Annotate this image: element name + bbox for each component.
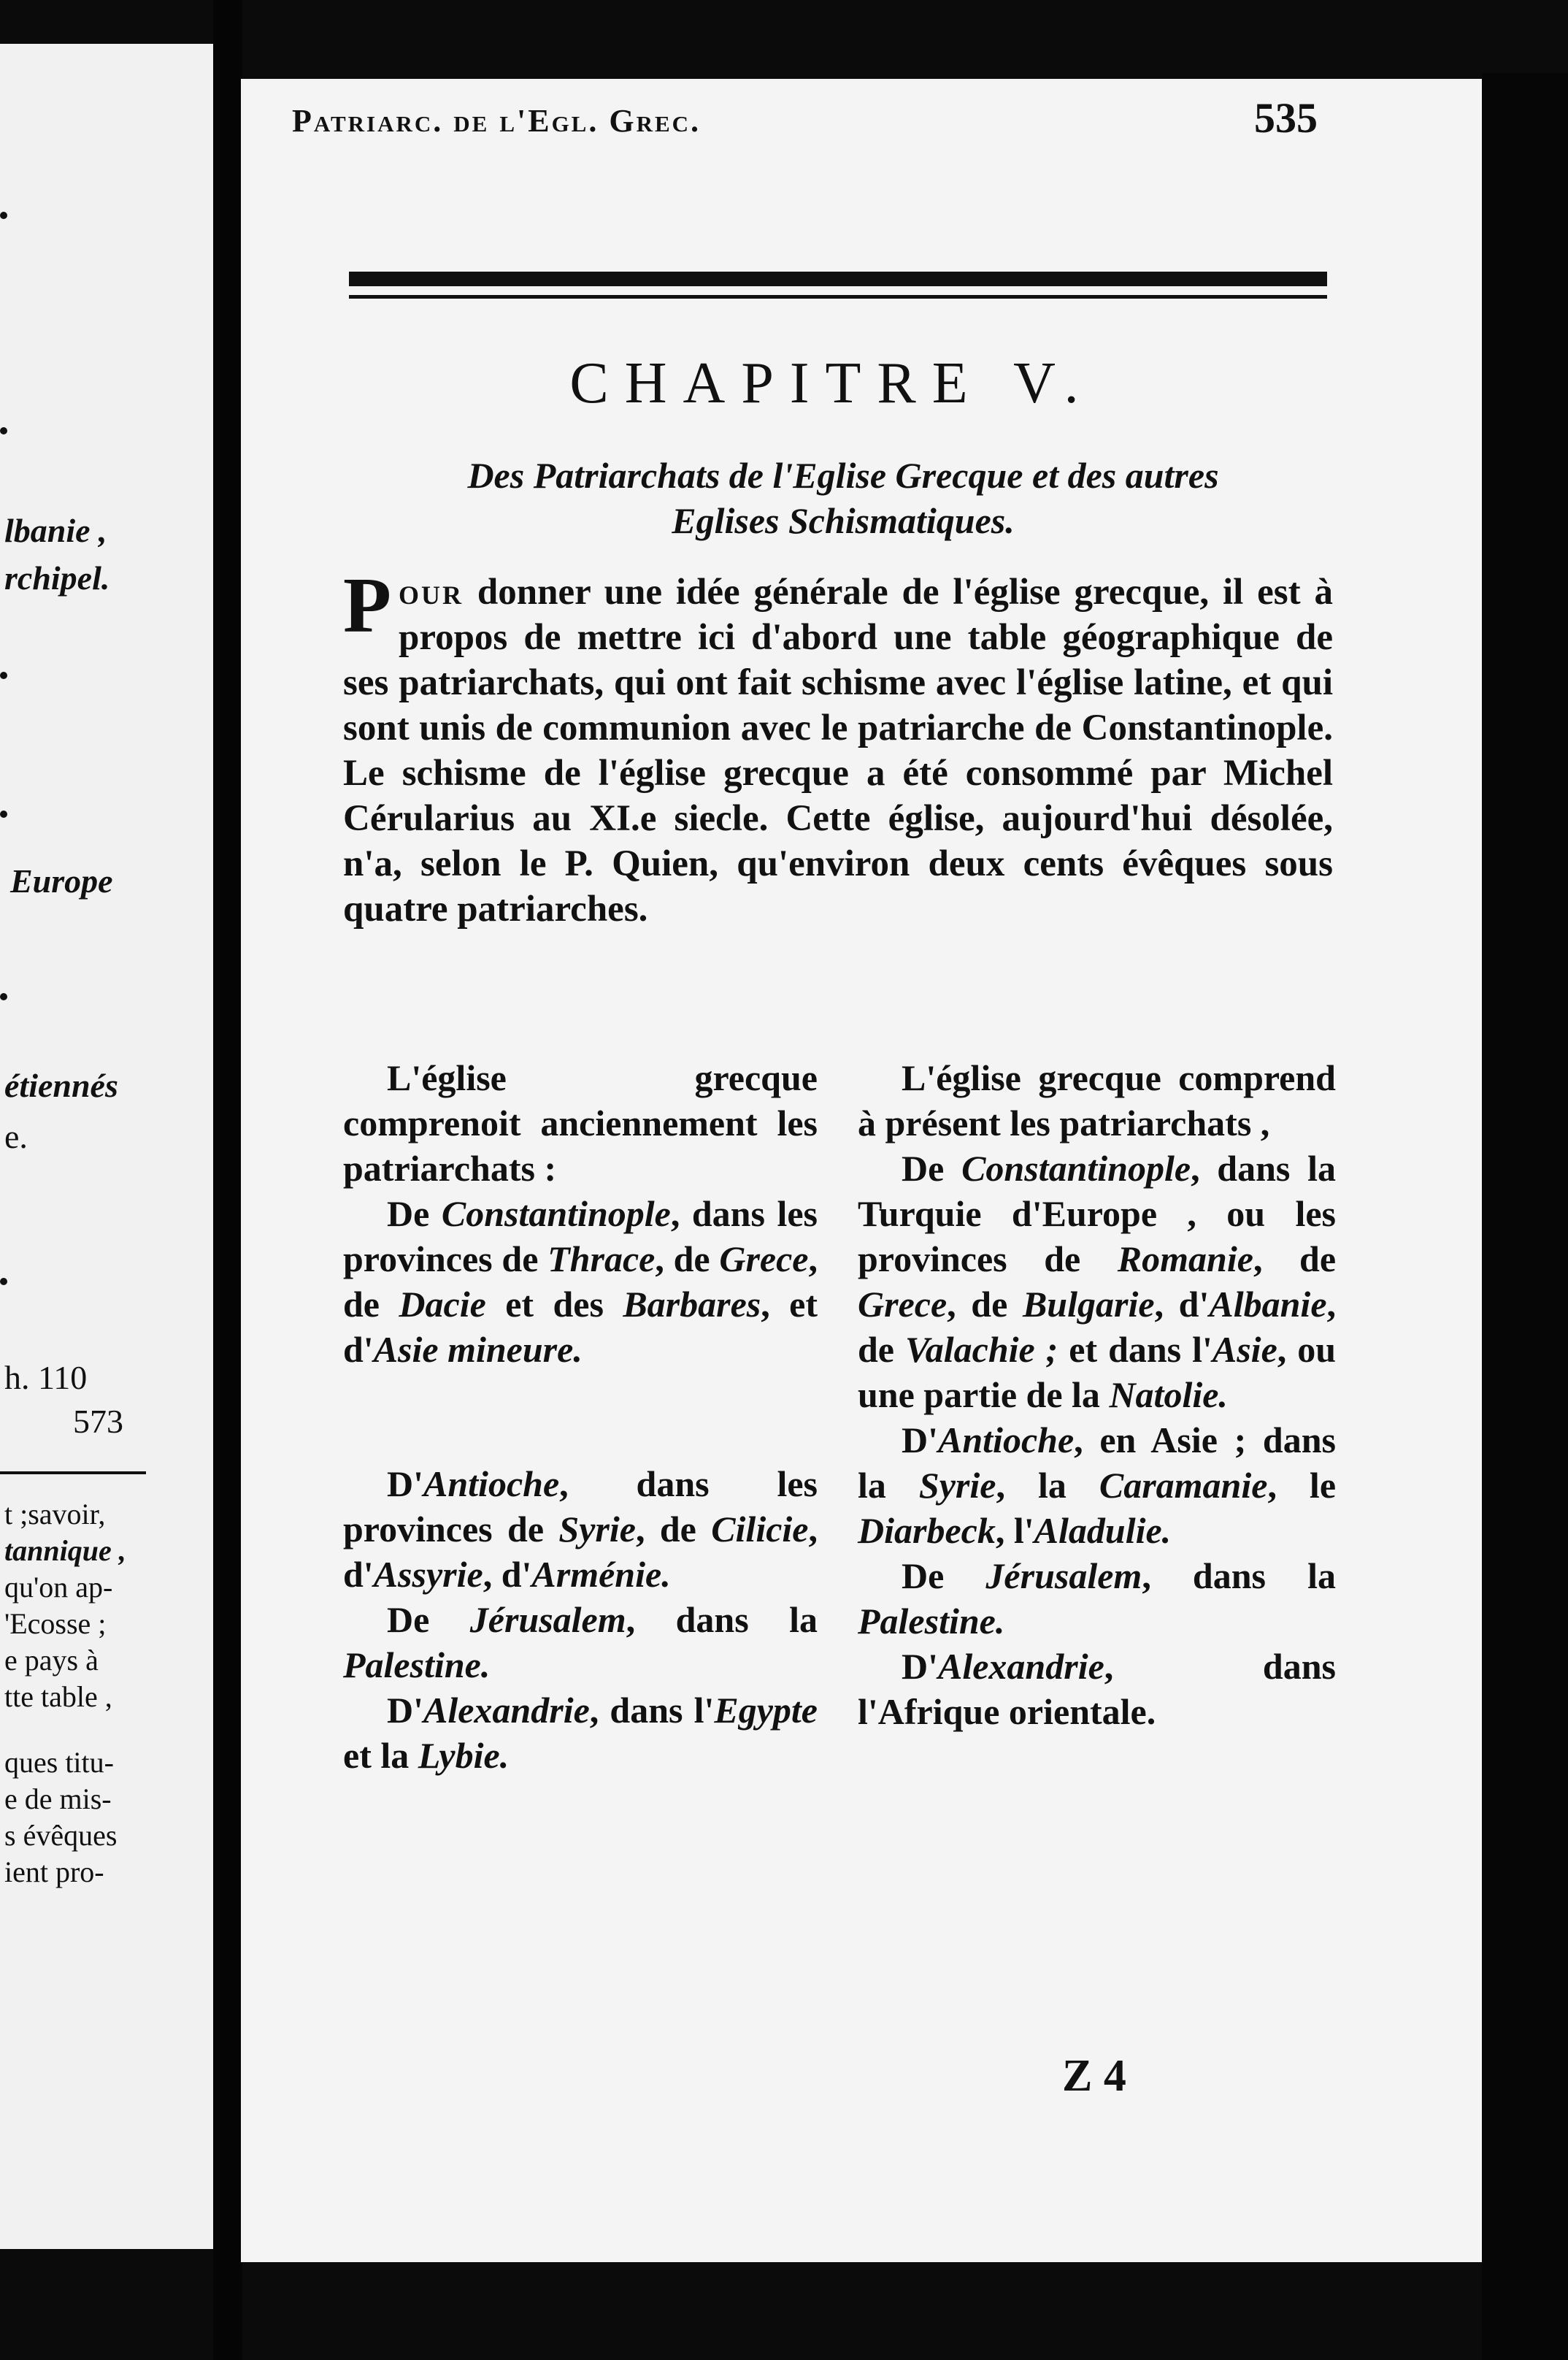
entry-jerusalem: De Jérusalem, dans la Palestine. — [858, 1555, 1337, 1641]
subtitle-line: Des Patriarchats de l'Eglise Grecque et des autres — [467, 455, 1219, 496]
ink-dot — [0, 672, 7, 679]
left-fragment-line: e pays à — [4, 1644, 99, 1677]
ink-dot — [0, 811, 7, 818]
entry-antioche: D'Antioche, dans les provinces de Syrie, de Cilicie, d'Assyrie, d'Arménie. — [343, 1463, 818, 1595]
left-fragment-line: e. — [4, 1118, 28, 1155]
ink-dot — [0, 427, 7, 434]
chapter-title: CHAPITRE V. — [569, 351, 1095, 415]
ink-dot — [0, 212, 7, 219]
left-fragment-line: ques titu- — [4, 1746, 114, 1779]
chapter-subtitle — [343, 453, 1343, 543]
left-fragment-line: tte table , — [4, 1680, 112, 1713]
left-fragment-line: tannique , — [4, 1534, 126, 1567]
column-present-patriarchates — [858, 1055, 1336, 1734]
header-rule-thin — [349, 295, 1327, 299]
left-fragment-line: 573 — [73, 1403, 123, 1440]
entry-alexandrie: D'Alexandrie, dans l'Afrique orientale. — [858, 1646, 1336, 1732]
page-number: 535 — [1254, 94, 1318, 142]
running-head: Patriarc. de l'Egl. Grec. — [292, 103, 702, 139]
ink-dot — [0, 993, 7, 1000]
entry-jerusalem: De Jérusalem, dans la Palestine. — [343, 1599, 818, 1685]
book-gutter — [213, 0, 242, 2360]
left-fragment-line: s évêques — [4, 1819, 118, 1852]
column-heading: L'église grecque comprend à présent les patriarchats , — [858, 1057, 1336, 1143]
intro-paragraph — [343, 562, 1334, 932]
drop-cap: P — [343, 562, 391, 649]
left-fragment-line: e de mis- — [4, 1782, 112, 1815]
ink-dot — [0, 1278, 7, 1285]
left-fragment-line: 'Ecosse ; — [4, 1607, 107, 1640]
left-fragment-line: Europe — [10, 862, 113, 900]
entry-antioche: D'Antioche, en Asie ; dans la Syrie, la Caramanie, le Diarbeck, l'Aladulie. — [858, 1420, 1337, 1551]
left-fragment-line: lbanie , — [4, 512, 107, 549]
previous-page-fragment — [0, 44, 213, 2249]
column-ancient-patriarchates — [343, 1055, 818, 1778]
subtitle-line: Eglises Schismatiques. — [672, 500, 1015, 541]
drop-cap-continuation: our — [398, 572, 464, 613]
intro-text: donner une idée générale de l'église grecque, il est à propos de mettre ici d'abord une table géographique de ses patriarchats, qui ont fait schisme avec l'église latine, et qui sont unis de communion avec le patriarche de Constantinople. Le schisme de l'église grecque a été consommé par Michel Cérularius au XI.e siecle. Cette église, aujourd'hui désolée, n'a, selon le P. Quien, qu'environ deux cents évêques sous quatre patriarches. — [343, 572, 1334, 930]
entry-constantinople: De Constantinople, dans les provinces de Thrace, de Grece, de Dacie et des Barbares, et d'Asie mineure. — [343, 1193, 818, 1370]
column-heading: L'église grecque comprenoit anciennement les patriarchats : — [343, 1057, 818, 1189]
left-fragment-line: h. 110 — [4, 1359, 88, 1396]
divider-rule — [0, 1471, 146, 1474]
header-rule-thick — [349, 272, 1327, 286]
page-edge-shadow — [1482, 73, 1568, 2360]
left-fragment-line: qu'on ap- — [4, 1571, 113, 1604]
signature-mark: Z 4 — [1062, 2051, 1126, 2101]
left-fragment-line: t ;savoir, — [4, 1498, 106, 1530]
left-fragment-line: étiennés — [4, 1067, 118, 1104]
entry-alexandrie: D'Alexandrie, dans l'Egypte et la Lybie. — [343, 1690, 818, 1776]
entry-constantinople: De Constantinople, dans la Turquie d'Europe , ou les provinces de Romanie, de Grece, de Bulgarie, d'Albanie, de Valachie ; et dans l'Asie, ou une partie de la Natolie. — [858, 1148, 1337, 1415]
left-fragment-line: ient pro- — [4, 1855, 104, 1888]
left-fragment-line: rchipel. — [4, 559, 110, 597]
